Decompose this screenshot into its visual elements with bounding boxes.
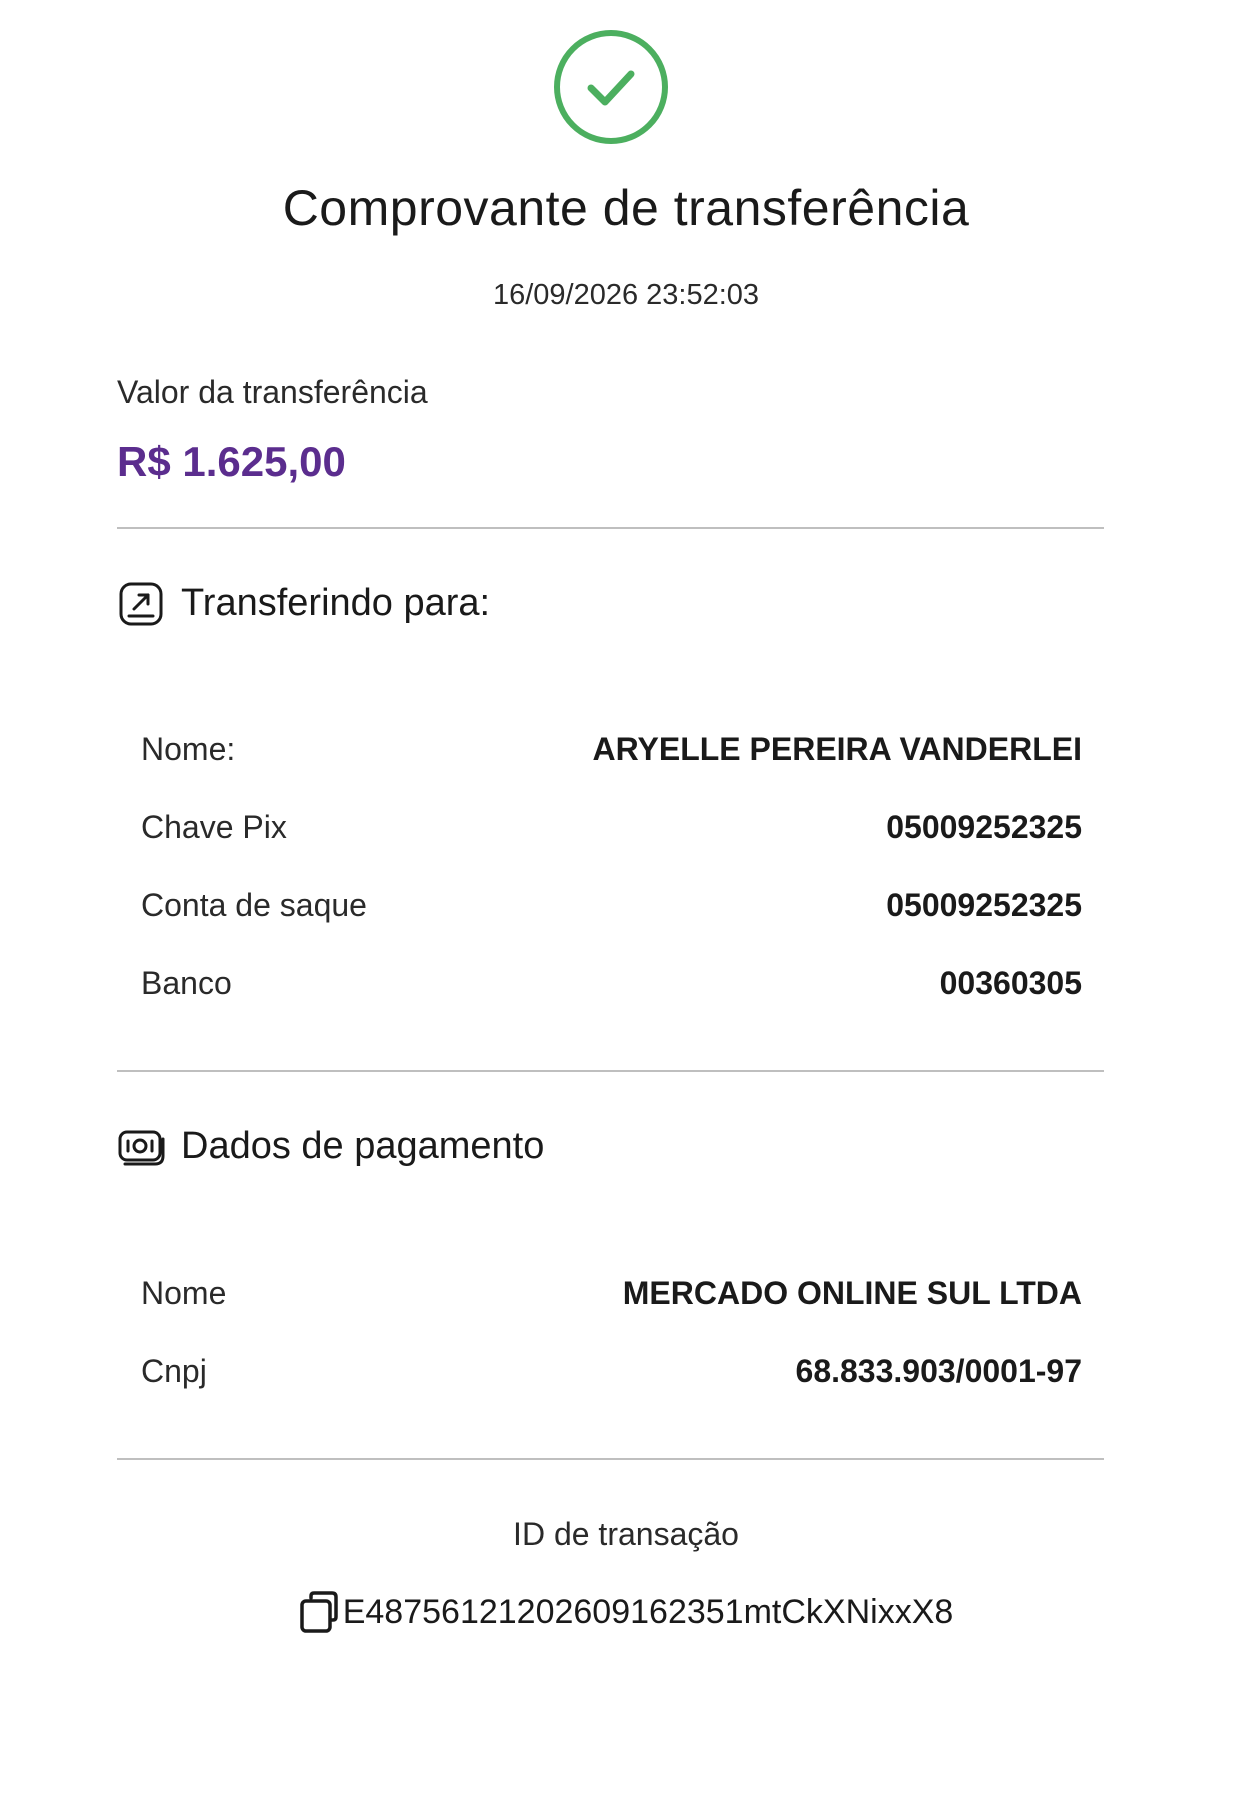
row-value: 00360305 (939, 965, 1082, 1001)
transaction-id-row[interactable] (0, 1590, 1252, 1634)
money-bill-icon (117, 1123, 165, 1171)
row-label: Chave Pix (141, 809, 287, 845)
check-circle-icon (553, 29, 669, 145)
transfer-out-icon (117, 580, 165, 628)
payment-cnpj-row (141, 1352, 1082, 1390)
payment-name-row (141, 1274, 1082, 1312)
row-value: ARYELLE PEREIRA VANDERLEI (592, 731, 1082, 767)
row-label: Nome: (141, 731, 236, 767)
recipient-section-title: Transferindo para: (181, 582, 491, 625)
row-label: Banco (141, 965, 232, 1001)
recipient-bank-row (141, 964, 1082, 1002)
divider (117, 1458, 1104, 1460)
payment-section-header (117, 1123, 544, 1171)
payment-section-title: Dados de pagamento (181, 1125, 545, 1168)
page-title: Comprovante de transferência (282, 180, 970, 236)
copy-icon[interactable] (299, 1590, 339, 1634)
transaction-id-label: ID de transação (513, 1516, 739, 1552)
row-label: Cnpj (141, 1353, 207, 1389)
amount-label: Valor da transferência (117, 374, 428, 410)
row-value: 68.833.903/0001-97 (795, 1353, 1082, 1389)
divider (117, 1070, 1104, 1072)
row-label: Conta de saque (141, 887, 367, 923)
row-value: 05009252325 (886, 809, 1082, 845)
divider (117, 527, 1104, 529)
transaction-id-value[interactable]: E48756121202609162351mtCkXNixxX8 (342, 1592, 954, 1631)
row-value: 05009252325 (886, 887, 1082, 923)
recipient-account-row (141, 886, 1082, 924)
row-label: Nome (141, 1275, 227, 1311)
recipient-pix-key-row (141, 808, 1082, 846)
recipient-name-row (141, 730, 1082, 768)
recipient-section-header (117, 580, 490, 628)
amount-value: R$ 1.625,00 (117, 438, 346, 485)
transfer-datetime: 16/09/2026 23:52:03 (492, 279, 760, 311)
row-value: MERCADO ONLINE SUL LTDA (622, 1275, 1082, 1311)
